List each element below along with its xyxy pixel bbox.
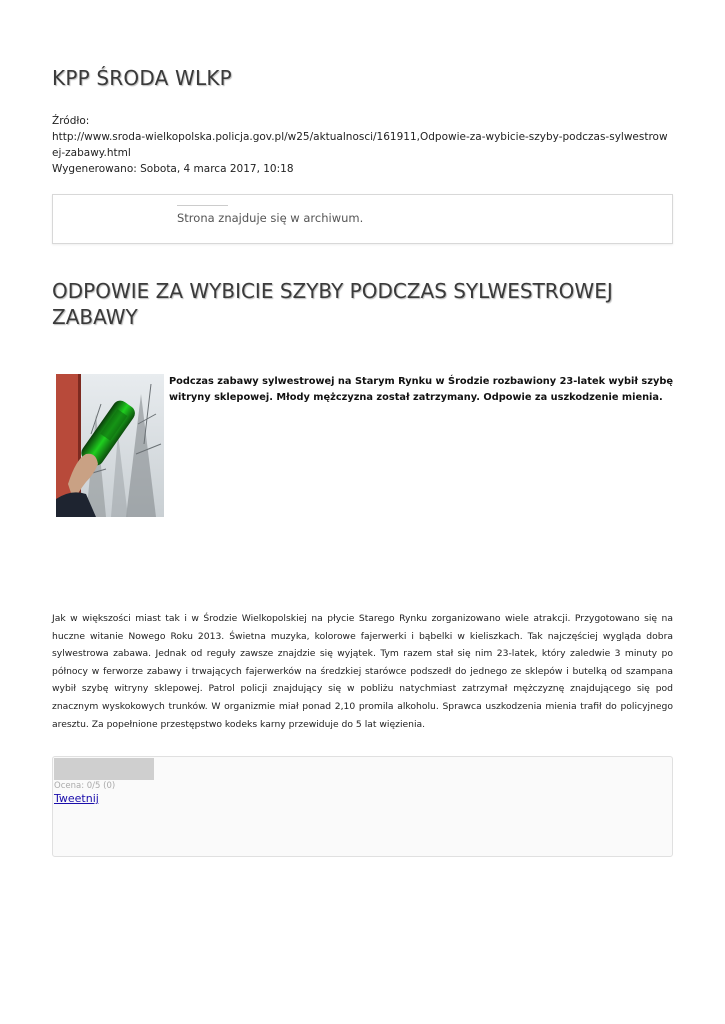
source-url: http://www.sroda-wielkopolska.policja.gov.pl/w25/aktualnosci/161911,Odpowie-za-wybicie-szyby-podczas-sylwestrowej-zabawy.html <box>52 131 668 159</box>
lead-text: Podczas zabawy sylwestrowej na Starym Rynku w Środzie rozbawiony 23-latek wybił szybę witryny sklepowej. Młody mężczyzna został zatrzymany. Odpowie za uszkodzenie mienia. <box>169 376 673 403</box>
article-title: ODPOWIE ZA WYBICIE SZYBY PODCZAS SYLWESTROWEJ ZABAWY <box>52 279 613 329</box>
tweet-link[interactable]: Tweetnij <box>54 792 99 805</box>
archive-notice: Strona znajduje się w archiwum. <box>177 211 364 225</box>
article-photo <box>56 374 164 517</box>
rating-box <box>52 756 673 857</box>
rating-stars-bar[interactable] <box>54 758 154 780</box>
archive-notice-box <box>52 194 673 244</box>
site-title: KPP ŚRODA WLKP <box>52 66 232 90</box>
article-body: Jak w większości miast tak i w Środzie Wielkopolskiej na płycie Starego Rynku zorganizowano wiele atrakcji. Przygotowano się na huczne witanie Nowego Roku 2013. Świetna muzyka, kolorowe fajerwerki i bąbelki w kieliszkach. Tak najczęściej wygląda dobra sylwestrowa zabawa. Jednak od reguły zawsze znajdzie się wyjątek. Tym razem stał się nim 23-latek, który zaledwie 3 minuty po północy w ferworze zabawy i trwających fajerwerków na średzkiej starówce podszedł do jednego ze sklepów i butelką od szampana wybił szybę witryny sklepowej. Patrol policji znajdujący się w pobliżu natychmiast zatrzymał mężczyznę znajdującego się pod znacznym wyskokowych trunków. W organizmie miał ponad 2,10 promila alkoholu. Sprawca uszkodzenia mienia trafił do policyjnego aresztu. Za popełnione przestępstwo kodeks karny przewiduje do 5 lat więzienia. <box>52 613 673 730</box>
source-label: Źródło: <box>52 115 90 127</box>
article-lead <box>52 374 673 517</box>
generated-date: Wygenerowano: Sobota, 4 marca 2017, 10:18 <box>52 163 294 175</box>
bottle-photo-icon <box>56 374 164 517</box>
rating-text: Ocena: 0/5 (0) <box>54 781 116 791</box>
source-block <box>52 113 673 177</box>
archive-divider <box>177 205 228 206</box>
